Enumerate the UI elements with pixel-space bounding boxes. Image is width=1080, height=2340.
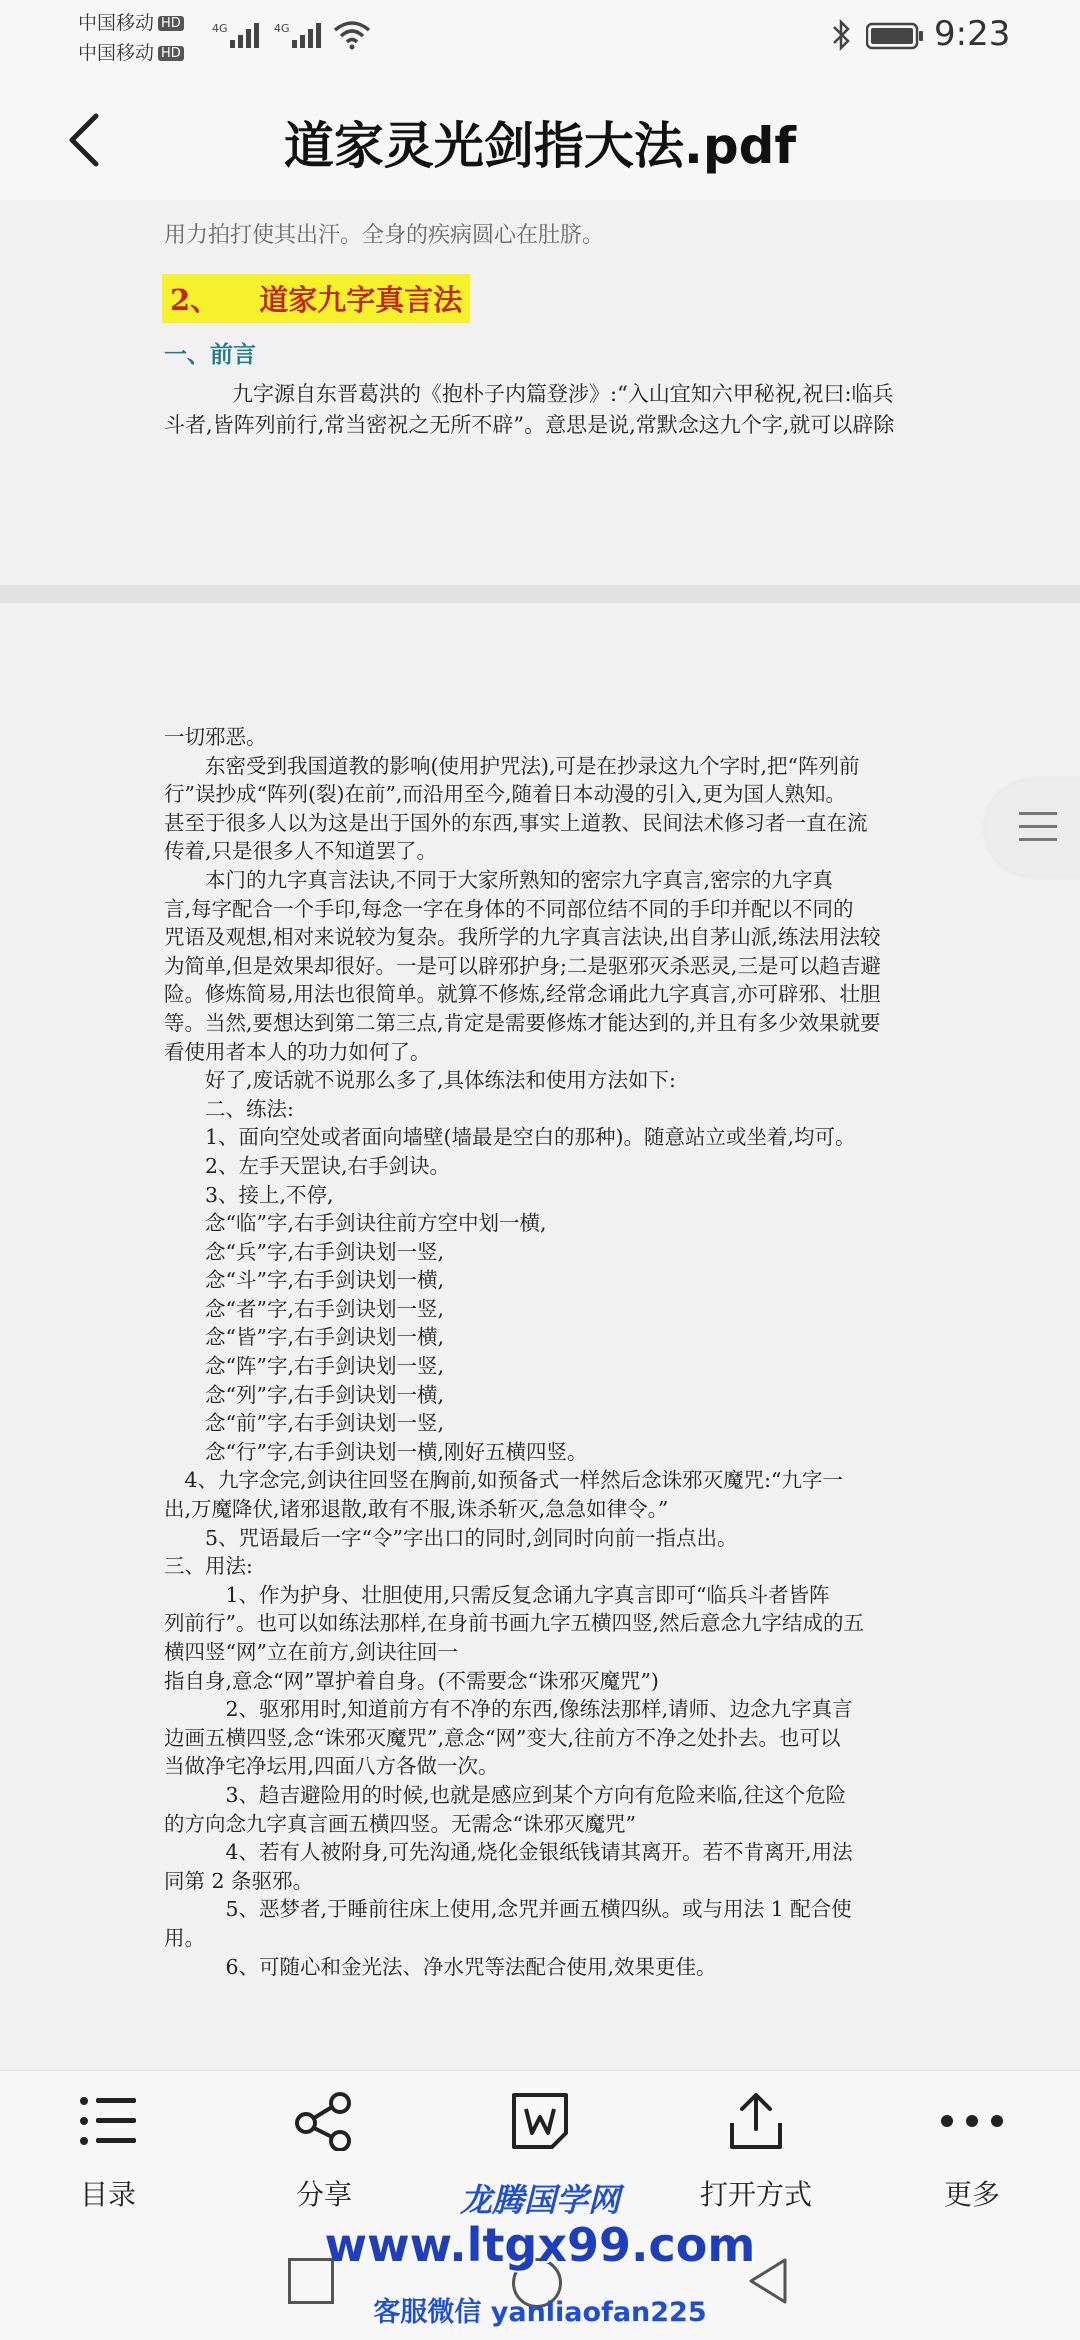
document-text-line: 1、作为护身、壮胆使用,只需反复念诵九字真言即可“临兵斗者皆阵 <box>164 1582 830 1607</box>
document-text-line: 二、练法: <box>164 1096 294 1121</box>
document-text-line: 东密受到我国道教的影响(使用护咒法),可是在抄录这九个字时,把“阵列前 <box>164 753 860 778</box>
document-text-line: 用力拍打使其出汗。全身的疾病圆心在肚脐。 <box>164 223 605 248</box>
document-text-line: 等。当然,要想达到第二第三点,肯定是需要修炼才能达到的,并且有多少效果就要 <box>164 1010 881 1035</box>
carrier-label-2: 中国移动 HD <box>78 38 184 65</box>
document-text-line: 2、驱邪用时,知道前方有不净的东西,像练法那样,请师、边念九字真言 <box>164 1697 853 1722</box>
watermark-site-name: 龙腾国学网 <box>459 2181 620 2219</box>
wifi-icon <box>332 18 372 50</box>
bluetooth-icon <box>830 18 854 52</box>
status-bar <box>0 0 1080 70</box>
section-heading-highlighted <box>162 274 470 323</box>
document-text-line: 念“兵”字,右手剑诀划一竖, <box>164 1239 444 1264</box>
open-with-icon <box>724 2091 788 2151</box>
document-text-line: 念“者”字,右手剑诀划一竖, <box>164 1296 444 1321</box>
pdf-page-fragment <box>0 200 1080 585</box>
document-text-line: 念“前”字,右手剑诀划一竖, <box>164 1411 444 1436</box>
network-type-label: 4G <box>212 22 228 35</box>
watermark-url: www.ltgx99.com <box>324 2218 756 2272</box>
document-text-line: 指自身,意念“网”罩护着自身。(不需要念“诛邪灭魔咒”) <box>164 1668 659 1693</box>
document-text-line: 本门的九字真言法诀,不同于大家所熟知的密宗九字真言,密宗的九字真 <box>164 867 834 892</box>
more-icon <box>937 2091 1007 2151</box>
subheading: 一、前言 <box>164 341 256 368</box>
toolbar-label: 分享 <box>295 2178 352 2211</box>
document-text-line: 斗者,皆阵列前行,常当密祝之无所不辟”。意思是说,常默念这九个字,就可以辟除 <box>164 413 895 437</box>
document-text-line: 4、若有人被附身,可先沟通,烧化金银纸钱请其离开。若不肯离开,用法 <box>164 1840 853 1865</box>
document-text-line: 险。修炼简易,用法也很简单。就算不修炼,经常念诵此九字真言,亦可辟邪、壮胆 <box>164 982 881 1007</box>
document-text-line: 横四竖“网”立在前方,剑诀往回一 <box>164 1640 458 1664</box>
signal-icon-2 <box>274 20 324 50</box>
document-text-line: 念“临”字,右手剑诀往前方空中划一横, <box>164 1211 547 1236</box>
toolbar-label: 目录 <box>79 2178 136 2211</box>
document-text-line: 1、面向空处或者面向墙壁(墙最是空白的那种)。随意站立或坐着,均可。 <box>164 1125 856 1150</box>
document-text-line: 3、趋吉避险用的时候,也就是感应到某个方向有危险来临,往这个危险 <box>164 1782 847 1807</box>
wps-icon <box>508 2091 572 2151</box>
document-text-line: 传着,只是很多人不知道罢了。 <box>164 839 438 864</box>
share-icon <box>292 2091 356 2151</box>
document-text-line: 甚至于很多人以为这是出于国外的东西,事实上道教、民间法术修习者一直在流 <box>164 810 868 835</box>
document-text-line: 念“列”字,右手剑诀划一横, <box>164 1382 444 1407</box>
document-text-line: 列前行”。也可以如练法那样,在身前书画九字五横四竖,然后意念九字结成的五 <box>164 1611 865 1636</box>
document-text-line: 行”误抄成“阵列(裂)在前”,而沿用至今,随着日本动漫的引入,更为国人熟知。 <box>164 782 846 807</box>
status-time: 9:23 <box>934 14 1011 54</box>
network-type-label-2: 4G <box>274 22 290 35</box>
document-text-line: 念“皆”字,右手剑诀划一横, <box>164 1325 444 1350</box>
page-body-text <box>164 723 924 1981</box>
page-divider <box>0 585 1080 603</box>
document-text-line: 咒语及观想,相对来说较为复杂。我所学的九字真言法诀,出自茅山派,练法用法较 <box>164 925 881 950</box>
battery-icon <box>866 22 926 50</box>
document-text-line: 言,每字配合一个手印,每念一字在身体的不同部位结不同的手印并配以不同的 <box>164 896 854 921</box>
document-text-line: 边画五横四竖,念“诛邪灭魔咒”,意念“网”变大,往前方不净之处扑去。也可以 <box>164 1725 841 1750</box>
document-text-line: 当做净宅净坛用,四面八方各做一次。 <box>164 1754 499 1779</box>
watermark-contact: 客服微信 yanliaofan225 <box>373 2297 707 2328</box>
section-number: 2、 <box>170 283 220 317</box>
toolbar-label: 打开方式 <box>699 2178 812 2211</box>
document-text-line: 好了,废话就不说那么多了,具体练法和使用方法如下: <box>164 1068 676 1093</box>
document-text-line: 2、左手天罡诀,右手剑诀。 <box>164 1153 451 1178</box>
document-text-line: 5、恶梦者,于睡前往床上使用,念咒并画五横四纵。或与用法 1 配合使 <box>164 1897 852 1922</box>
document-text-line: 4、九字念完,剑诀往回竖在胸前,如预备式一样然后念诛邪灭魔咒:“九字一 <box>164 1468 843 1493</box>
carrier-label-1: 中国移动 HD <box>78 8 184 35</box>
document-text-line: 为简单,但是效果却很好。一是可以辟邪护身;二是驱邪灭杀恶灵,三是可以趋吉避 <box>164 953 881 978</box>
document-text-line: 的方向念九字真言画五横四竖。无需念“诛邪灭魔咒” <box>164 1811 636 1836</box>
document-text-line: 一切邪恶。 <box>164 725 267 749</box>
side-menu-handle[interactable] <box>985 780 1080 876</box>
section-title: 道家九字真言法 <box>259 283 463 317</box>
pdf-page <box>0 603 1080 2070</box>
list-icon <box>76 2091 140 2151</box>
document-text-line: 三、用法: <box>164 1554 253 1579</box>
document-title: 道家灵光剑指大法.pdf <box>283 117 797 175</box>
document-text-line: 6、可随心和金光法、净水咒等法配合使用,效果更佳。 <box>164 1954 717 1979</box>
document-text-line: 念“阵”字,右手剑诀划一竖, <box>164 1354 444 1379</box>
hamburger-icon <box>1019 812 1057 851</box>
document-text-line: 5、咒语最后一字“令”字出口的同时,剑同时向前一指点出。 <box>164 1525 738 1550</box>
document-text-line: 念“行”字,右手剑诀划一横,刚好五横四竖。 <box>164 1439 588 1464</box>
document-text-line: 看使用者本人的功力如何了。 <box>164 1039 431 1064</box>
signal-icon <box>212 20 262 50</box>
app-header <box>0 70 1080 201</box>
document-text-line: 同第 2 条驱邪。 <box>164 1868 314 1893</box>
document-text-line: 念“斗”字,右手剑诀划一横, <box>164 1268 444 1293</box>
document-text-line: 出,万魔降伏,诸邪退散,敢有不服,诛杀斩灭,急急如律令。” <box>164 1497 669 1522</box>
document-text-line: 九字源自东晋葛洪的《抱朴子内篇登涉》:“入山宜知六甲秘祝,祝曰:临兵 <box>232 382 894 406</box>
toolbar-label: 更多 <box>943 2178 1000 2211</box>
document-text-line: 用。 <box>164 1925 205 1950</box>
document-text-line: 3、接上,不停, <box>164 1182 334 1207</box>
